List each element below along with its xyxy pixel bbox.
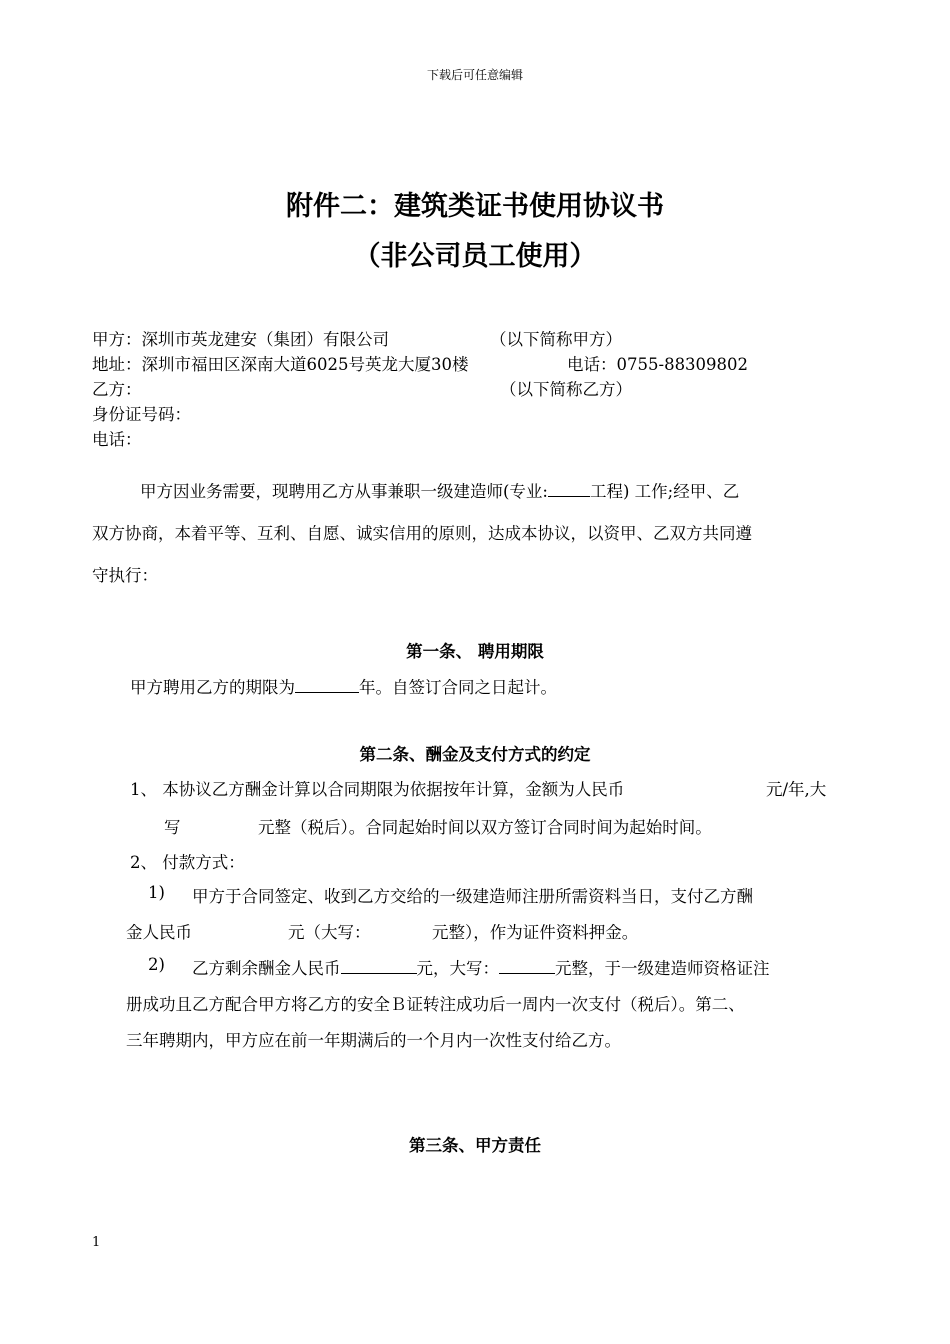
section-2-item-1b: 元/年,大 xyxy=(766,780,827,799)
specialty-blank xyxy=(548,482,590,497)
payment-2-text-d: 册成功且乙方配合甲方将乙方的安全Ｂ证转注成功后一周内一次支付（税后）。第二、 xyxy=(126,995,745,1014)
section-2-title: 第二条、酬金及支付方式的约定 xyxy=(359,745,591,764)
section-1-line xyxy=(130,674,557,698)
intro-text-1b: 工程) 工作;经甲、乙 xyxy=(590,482,740,501)
party-b-line: 乙方： xyxy=(92,380,142,399)
section-1-text-b: 年。自签订合同之日起计。 xyxy=(359,678,557,697)
section-2-item-2: 2、 付款方式： xyxy=(130,853,245,872)
document-title: 附件二：建筑类证书使用协议书 xyxy=(286,191,664,222)
intro-line-3: 守执行： xyxy=(92,566,158,585)
phone-a-line: 电话：0755-88309802 xyxy=(567,355,749,374)
payment-1-text-a: 甲方于合同签定、收到乙方交给的一级建造师注册所需资料当日，支付乙方酬 xyxy=(192,887,753,906)
intro-text-1a: 甲方因业务需要，现聘用乙方从事兼职一级建造师(专业: xyxy=(140,482,548,501)
document-subtitle: （非公司员工使用） xyxy=(353,241,597,272)
party-b-note: （以下简称乙方） xyxy=(500,380,632,399)
payment-2-text-e: 三年聘期内，甲方应在前一年期满后的一个月内一次性支付给乙方。 xyxy=(126,1031,621,1050)
payment-1-text-c: 元（大写： xyxy=(288,923,371,942)
payment-2-text-b: 元，大写： xyxy=(416,959,499,978)
payment-1-number: 1) xyxy=(148,883,165,902)
term-blank xyxy=(295,678,359,693)
remaining-amount-blank xyxy=(341,959,417,974)
section-1-title: 第一条、 聘用期限 xyxy=(406,642,544,661)
id-number-line: 身份证号码： xyxy=(92,405,191,424)
section-2-item-1c: 写 xyxy=(164,818,181,837)
payment-1-text-b: 金人民币 xyxy=(126,923,192,942)
payment-2-number: 2) xyxy=(148,955,165,974)
party-a-line: 甲方：深圳市英龙建安（集团）有限公司 xyxy=(92,330,389,349)
section-1-text-a: 甲方聘用乙方的期限为 xyxy=(130,678,295,697)
intro-line-2: 双方协商，本着平等、互利、自愿、诚实信用的原则，达成本协议，以资甲、乙双方共同遵 xyxy=(92,524,752,543)
payment-2-line xyxy=(192,955,770,979)
payment-1-text-d: 元整），作为证件资料押金。 xyxy=(432,923,639,942)
section-2-item-1d: 元整（税后）。合同起始时间以双方签订合同时间为起始时间。 xyxy=(258,818,712,837)
remaining-uppercase-blank xyxy=(499,959,555,974)
phone-b-line: 电话： xyxy=(92,430,142,449)
payment-2-text-c: 元整，于一级建造师资格证注 xyxy=(555,959,770,978)
header-note: 下载后可任意编辑 xyxy=(426,68,523,82)
address-line: 地址：深圳市福田区深南大道6025号英龙大厦30楼 xyxy=(92,355,469,374)
section-2-item-1a: 1、 本协议乙方酬金计算以合同期限为依据按年计算，金额为人民币 xyxy=(130,780,625,799)
section-3-title: 第三条、甲方责任 xyxy=(409,1136,541,1155)
party-a-note: （以下简称甲方） xyxy=(490,330,622,349)
intro-line-1 xyxy=(140,478,739,502)
payment-2-text-a: 乙方剩余酬金人民币 xyxy=(192,959,341,978)
page-number: 1 xyxy=(92,1235,101,1250)
